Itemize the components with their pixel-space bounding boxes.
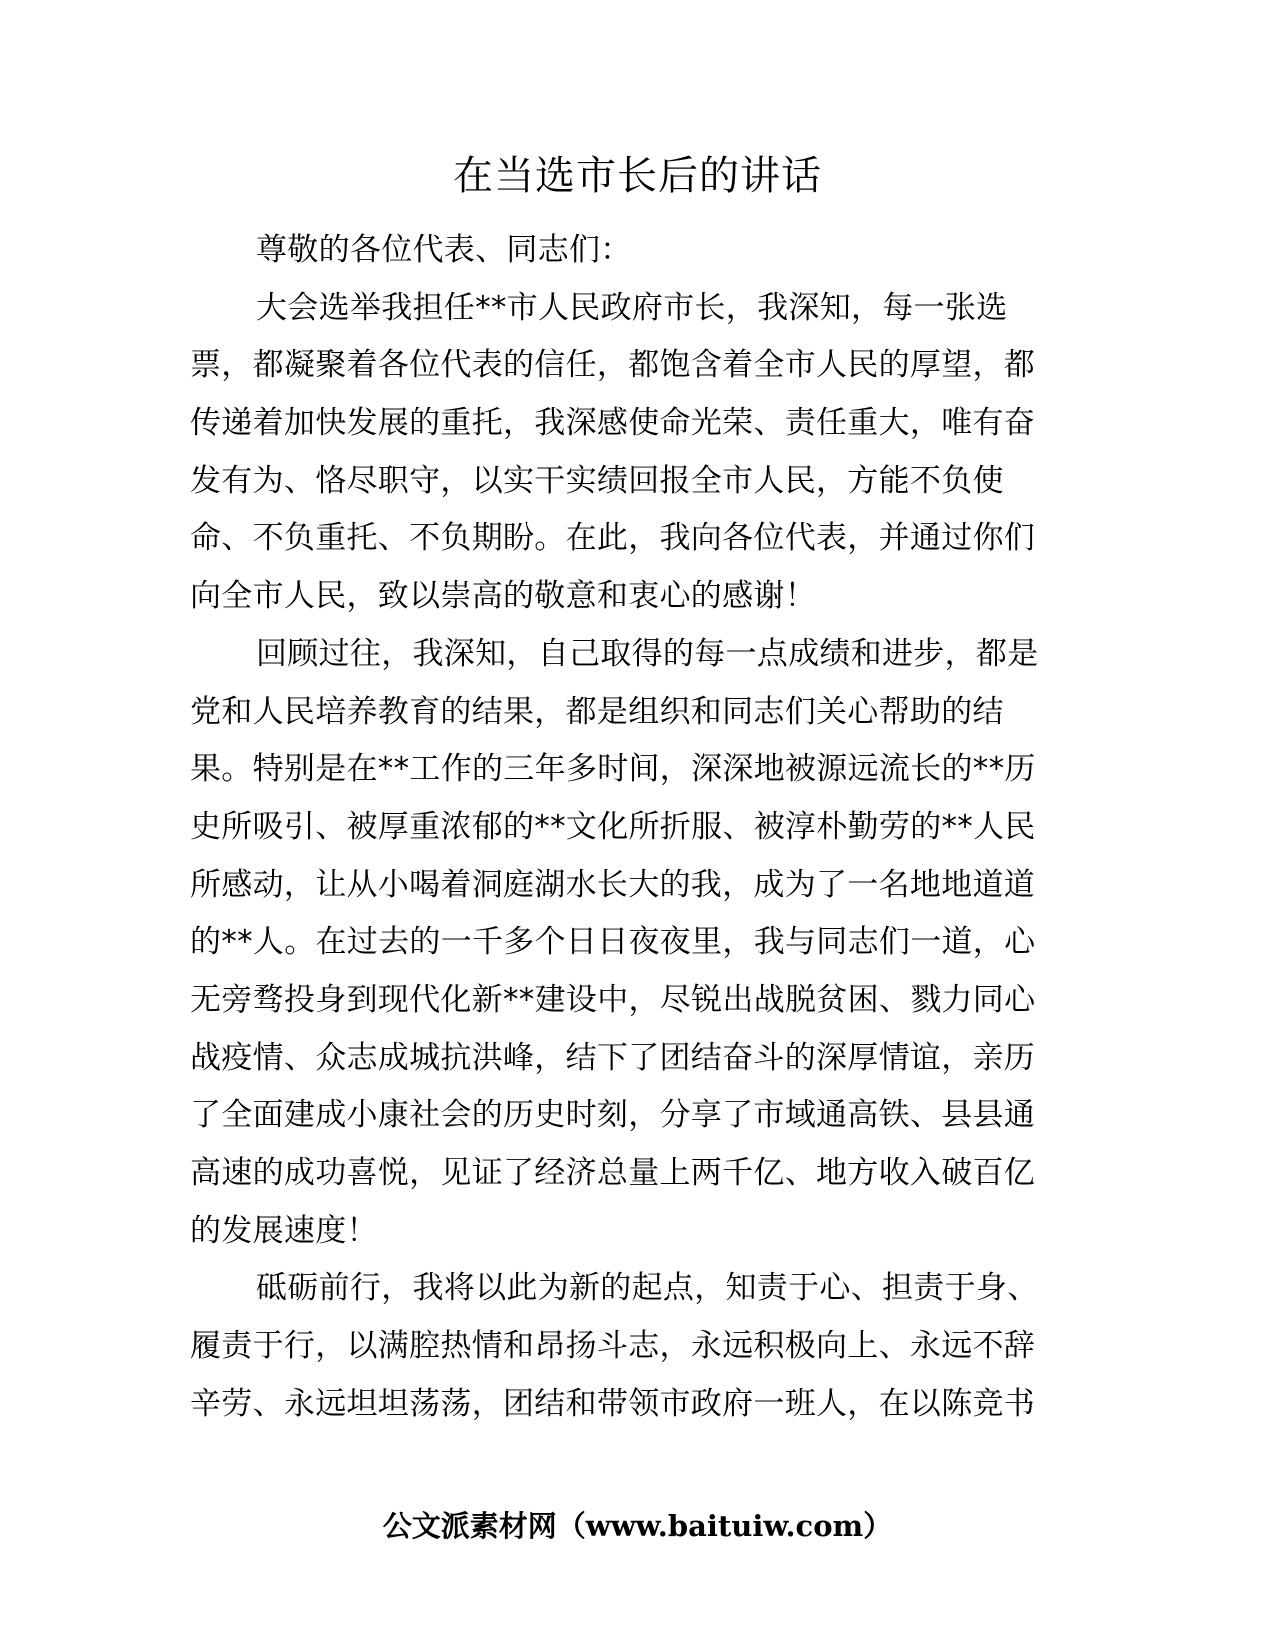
paragraph-salutation — [190, 222, 1090, 280]
text-line: 无旁骛投身到现代化新**建设中，尽锐出战脱贫困、戮力同心 — [190, 981, 1036, 1018]
text-line: 高速的成功喜悦，见证了经济总量上两千亿、地方收入破百亿 — [190, 1155, 1036, 1191]
paragraph-forward — [190, 1260, 1090, 1433]
text-line: 发有为、恪尽职守，以实干实绩回报全市人民，方能不负使 — [190, 462, 1004, 499]
text-line: 大会选举我担任**市人民政府市长，我深知，每一张选 — [256, 289, 1008, 326]
document-body — [190, 222, 1090, 1433]
text-line: 命、不负重托、不负期盼。在此，我向各位代表，并通过你们 — [190, 520, 1036, 557]
paragraph-election — [190, 280, 1090, 626]
text-line: 的发展速度！ — [190, 1212, 378, 1249]
text-line: 所感动，让从小喝着洞庭湖水长大的我，成为了一名地地道道 — [190, 866, 1036, 903]
text-line: 向全市人民，致以崇高的敬意和衷心的感谢！ — [190, 578, 816, 615]
paragraph-review — [190, 626, 1090, 1261]
text-line: 史所吸引、被厚重浓郁的**文化所折服、被淳朴勤劳的**人民 — [190, 808, 1036, 845]
text-line: 了全面建成小康社会的历史时刻，分享了市域通高铁、县县通 — [190, 1097, 1036, 1134]
text-line: 战疫情、众志成城抗洪峰，结下了团结奋斗的深厚情谊，亲历 — [190, 1039, 1036, 1076]
text-line: 票，都凝聚着各位代表的信任，都饱含着全市人民的厚望，都 — [190, 347, 1036, 384]
text-line: 的**人。在过去的一千多个日日夜夜里，我与同志们一道，心 — [190, 924, 1036, 961]
text-line: 传递着加快发展的重托，我深感使命光荣、责任重大，唯有奋 — [190, 405, 1036, 442]
text-line: 党和人民培养教育的结果，都是组织和同志们关心帮助的结 — [190, 693, 1004, 730]
text-line: 尊敬的各位代表、同志们： — [256, 232, 632, 268]
document-title: 在当选市长后的讲话 — [453, 153, 822, 199]
text-line: 砥砺前行，我将以此为新的起点，知责于心、担责于身、 — [256, 1270, 1039, 1307]
text-line: 回顾过往，我深知，自己取得的每一点成绩和进步，都是 — [256, 635, 1039, 672]
page-footer-watermark: 公文派素材网（www.baituiw.com） — [382, 1509, 893, 1543]
text-line: 辛劳、永远坦坦荡荡，团结和带领市政府一班人，在以陈竞书 — [190, 1385, 1036, 1422]
text-line: 果。特别是在**工作的三年多时间，深深地被源远流长的**历 — [190, 751, 1036, 788]
text-line: 履责于行，以满腔热情和昂扬斗志，永远积极向上、永远不辞 — [190, 1328, 1036, 1365]
